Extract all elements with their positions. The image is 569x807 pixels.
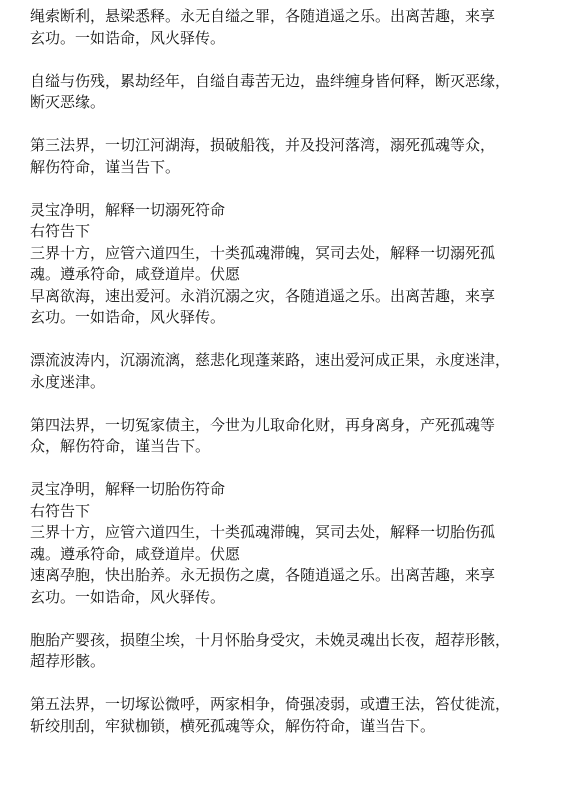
- text-line: 解伤符命，谨当告下。: [30, 157, 181, 176]
- text-line: 早离欲海，速出爱河。永消沉溺之灾，各随逍遥之乐。出离苦趣，来享: [30, 286, 496, 305]
- paragraph-3: [30, 135, 554, 178]
- text-line: 漂流波涛内，沉溺流漓，慈悲化现蓬莱路，速出爱河成正果，永度迷津，: [30, 351, 511, 369]
- text-line: 第三法界，一切江河湖海，损破船筏，并及投河落湾，溺死孤魂等众，: [30, 136, 496, 154]
- section-heading: 灵宝净明，解释一切溺死符命: [30, 200, 226, 219]
- text-line: 第四法界，一切冤家债主，今世为儿取命化财，再身离身，产死孤魂等: [30, 415, 496, 434]
- paragraph-4: [30, 200, 554, 329]
- text-line: 胞胎产婴孩，损堕尘埃，十月怀胎身受灾，未娩灵魂出长夜，超荐形骸，: [30, 630, 511, 649]
- paragraph-5: [30, 350, 554, 393]
- paragraph-2: [30, 71, 554, 114]
- text-line: 魂。遵承符命，咸登道岸。伏愿: [30, 544, 241, 563]
- text-line: 玄功。一如诰命，风火驿传。: [30, 308, 226, 326]
- text-line: 断灭恶缘。: [30, 93, 106, 111]
- paragraph-7: [30, 479, 554, 608]
- text-line: 超荐形骸。: [30, 652, 106, 670]
- text-line: 三界十方，应管六道四生，十类孤魂滞魄，冥司去处，解释一切溺死孤: [30, 243, 496, 262]
- paragraph-6: [30, 415, 554, 458]
- text-line: 魂。遵承符命，咸登道岸。伏愿: [30, 265, 241, 283]
- text-line: 众，解伤符命，谨当告下。: [30, 437, 211, 455]
- document-page: [30, 6, 554, 759]
- text-line: 斩绞刖刮，牢狱枷锁，横死孤魂等众，解伤符命，谨当告下。: [30, 716, 436, 735]
- text-line: 永度迷津。: [30, 372, 106, 391]
- paragraph-1: [30, 6, 554, 49]
- text-line: 右符告下: [30, 501, 91, 520]
- paragraph-9: [30, 694, 554, 737]
- text-line: 速离孕胞，快出胎养。永无损伤之虞，各随逍遥之乐。出离苦趣，来享: [30, 566, 496, 584]
- text-line: 绳索断利，悬梁悉释。永无自缢之罪，各随逍遥之乐。出离苦趣，来享: [30, 7, 496, 25]
- text-line: 三界十方，应管六道四生，十类孤魂滞魄，冥司去处，解释一切胎伤孤: [30, 523, 496, 541]
- text-line: 自缢与伤残，累劫经年，自缢自毒苦无边，蛊绊缠身皆何释，断灭恶缘，: [30, 71, 511, 90]
- text-line: 玄功。一如诰命，风火驿传。: [30, 28, 226, 47]
- text-line: 右符告下: [30, 222, 91, 240]
- text-line: 第五法界，一切塚讼微呼，两家相争，倚强凌弱，或遭王法，笞仗徙流，: [30, 695, 511, 713]
- section-heading: 灵宝净明，解释一切胎伤符命: [30, 480, 226, 498]
- text-line: 玄功。一如诰命，风火驿传。: [30, 587, 226, 606]
- paragraph-8: [30, 630, 554, 673]
